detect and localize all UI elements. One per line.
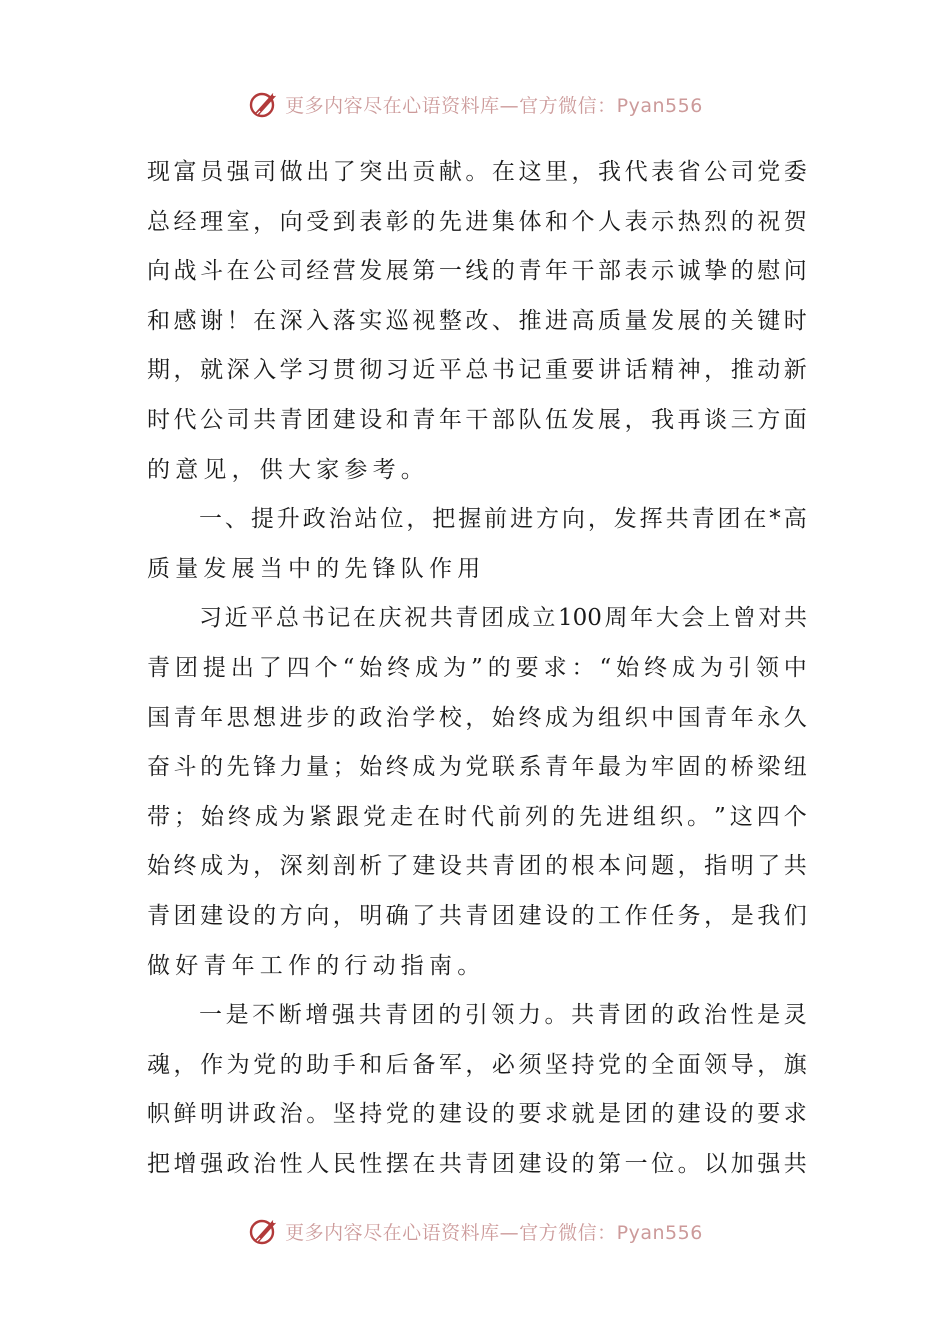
text-line: 做好青年工作的行动指南。 [147, 952, 486, 979]
text-line: 总 经 理 室 ， 向 受 到 表 彰 的 先 进 集 体 和 个 人 表 示 热 烈 的 祝 贺 [147, 208, 807, 235]
text-line: 现 富 员 强 司 做 出 了 突 出 贡 献 。 在 这 里 ， 我 代 表 省 公 司 党 委 [147, 159, 807, 185]
text-line: 帜 鲜 明 讲 政 治 。 坚 持 党 的 建 设 的 要 求 就 是 团 的 建 设 的 要 求 [147, 1101, 807, 1128]
watermark-banner-bottom [0, 1211, 950, 1251]
text-line: 青 团 建 设 的 方 向 ， 明 确 了 共 青 团 建 设 的 工 作 任 务 ， 是 我 们 [147, 902, 807, 929]
text-line: 的意见，供大家参考。 [147, 456, 429, 483]
text-line: 一 是 不 断 增 强 共 青 团 的 引 领 力 。 共 青 团 的 政 治 性 是 灵 [199, 1002, 807, 1029]
text-line: 始 终 成 为 ， 深 刻 剖 析 了 建 设 共 青 团 的 根 本 问 题 ， 指 明 了 共 [147, 853, 807, 880]
text-line: 国 青 年 思 想 进 步 的 政 治 学 校 ， 始 终 成 为 组 织 中 国 青 年 永 久 [147, 704, 807, 731]
pen-circle-logo-icon [247, 1214, 281, 1248]
text-line: 向 战 斗 在 公 司 经 营 发 展 第 一 线 的 青 年 干 部 表 示 诚 挚 的 慰 问 [147, 258, 807, 285]
text-line: 习 近 平 总 书 记 在 庆 祝 共 青 团 成 立 100 周 年 大 会 上 曾 对 共 [199, 605, 807, 632]
text-line: 和 感 谢 ！ 在 深 入 落 实 巡 视 整 改 、 推 进 高 质 量 发 展 的 关 键 时 [147, 307, 807, 334]
text-line: 时 代 公 司 共 青 团 建 设 和 青 年 干 部 队 伍 发 展 ， 我 再 谈 三 方 面 [147, 406, 807, 433]
text-line: 奋 斗 的 先 锋 力 量 ； 始 终 成 为 党 联 系 青 年 最 为 牢 固 的 桥 梁 纽 [147, 754, 807, 781]
text-line: 把 增 强 政 治 性 人 民 性 摆 在 共 青 团 建 设 的 第 一 位 。 以 加 强 共 [147, 1150, 807, 1177]
watermark-text-bottom: 更多内容尽在心语资料库—官方微信：Pyan556 [285, 1221, 703, 1244]
text-line: 魂 ， 作 为 党 的 助 手 和 后 备 军 ， 必 须 坚 持 党 的 全 面 领 导 ， 旗 [147, 1051, 807, 1078]
section-heading-line: 一 、 提 升 政 治 站 位 ， 把 握 前 进 方 向 ， 发 挥 共 青 团 在 * 高 [199, 506, 807, 533]
text-line: 青 团 提 出 了 四 个 “ 始 终 成 为 ” 的 要 求 ： “ 始 终 成 为 引 领 中 [147, 654, 807, 681]
text-line: 期 ， 就 深 入 学 习 贯 彻 习 近 平 总 书 记 重 要 讲 话 精 神 ， 推 动 新 [147, 357, 807, 384]
document-body [147, 148, 807, 1189]
watermark-banner-top [0, 84, 950, 124]
text-line: 带 ； 始 终 成 为 紧 跟 党 走 在 时 代 前 列 的 先 进 组 织 。 ” 这 四 个 [147, 803, 807, 830]
pen-circle-logo-icon [247, 87, 281, 121]
watermark-text-top: 更多内容尽在心语资料库—官方微信：Pyan556 [285, 94, 703, 117]
section-heading-line: 质量发展当中的先锋队作用 [147, 555, 486, 582]
